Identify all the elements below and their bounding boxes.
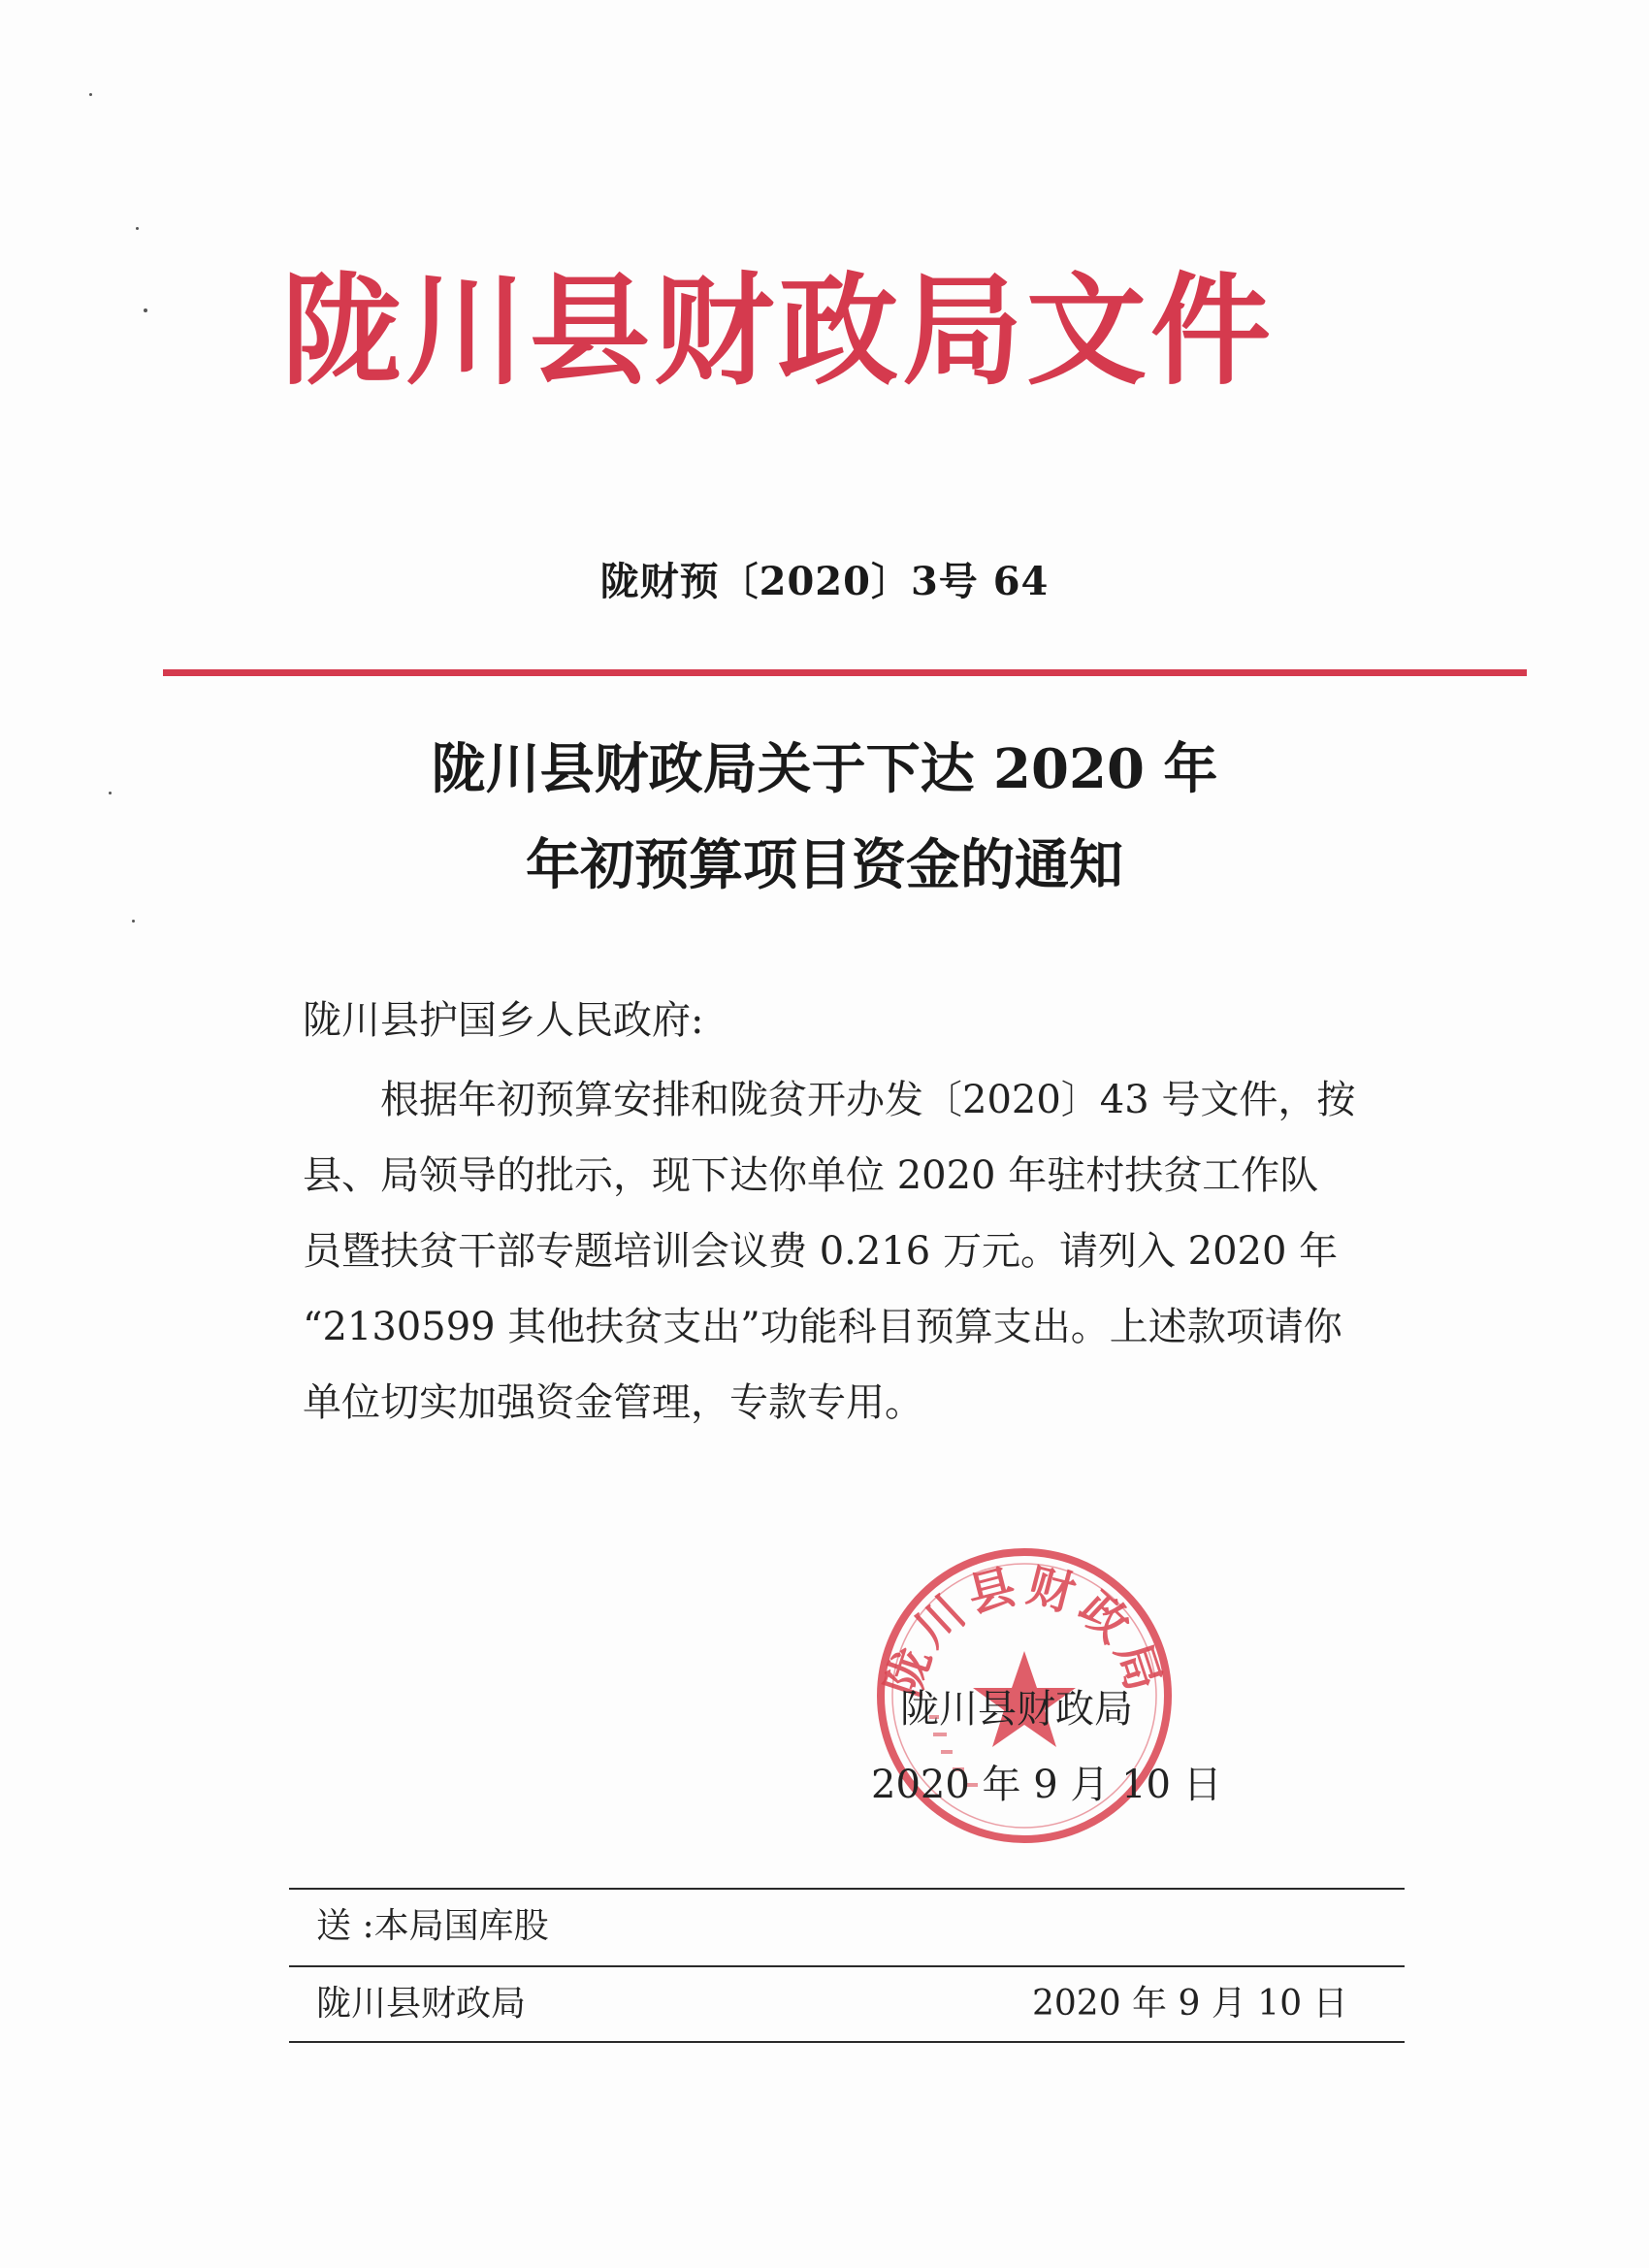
copy-to-line: 送 :本局国库股 [316,1906,549,1946]
scan-speck [144,308,147,312]
body-text-line: 根据年初预算安排和陇贫开办发〔2020〕43 号文件，按 [380,1078,1356,1122]
signature-organization: 陇川县财政局 [900,1687,1133,1732]
body-text-line: 员暨扶贫干部专题培训会议费 0.216 万元。请列入 2020 年 [303,1229,1339,1274]
footer-issue-date: 2020 年 9 月 10 日 [1032,1984,1348,2024]
scan-speck [132,920,135,923]
header-red-divider [163,669,1527,676]
signature-date: 2020 年 9 月 10 日 [871,1763,1222,1807]
recipient-salutation: 陇川县护国乡人民政府: [303,998,704,1043]
notice-title-line-1: 陇川县财政局关于下达 2020 年 [431,737,1218,801]
seal-text: 陇川县财政局 [876,1558,1173,1703]
scan-speck [89,93,92,96]
footer-divider-middle [289,1965,1405,1967]
footer-divider-bottom [289,2041,1405,2043]
notice-title-line-2: 年初预算项目资金的通知 [526,833,1123,897]
document-header-title: 陇川县财政局文件 [281,261,1276,402]
body-text-line: 单位切实加强资金管理，专款专用。 [303,1380,923,1425]
footer-issuer: 陇川县财政局 [316,1984,527,2024]
document-number: 陇财预〔2020〕3号 64 [599,559,1050,604]
scan-speck [136,227,139,230]
footer-divider-top [289,1888,1405,1890]
body-text-line: “2130599 其他扶贫支出”功能科目预算支出。上述款项请你 [303,1305,1342,1349]
body-text-line: 县、局领导的批示，现下达你单位 2020 年驻村扶贫工作队 [303,1153,1319,1198]
